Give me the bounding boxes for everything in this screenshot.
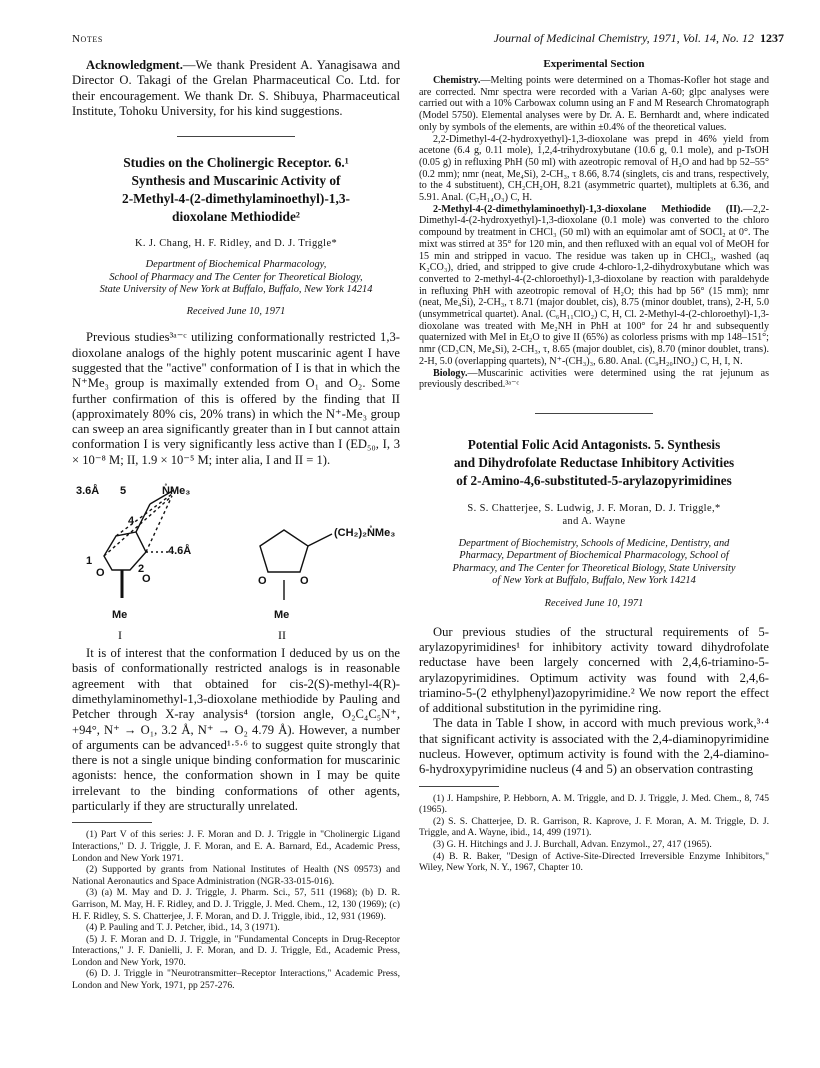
article1-authors: K. J. Chang, H. F. Ridley, and D. J. Triggle* [134,238,338,250]
footnote-divider [72,822,152,823]
footnote-5: (5) J. F. Moran and D. J. Triggle, in "Fundamental Concepts in Drug-Receptor Interactions," J. F. Danielli, J. F. Moran, and D. J. Triggle, Ed., Academic Press, London and New York, 1970. [72,933,400,968]
footnote-divider-2 [419,786,499,787]
article-divider-2 [535,413,653,414]
article2-affil-line-4: of New York at Buffalo, Buffalo, New York 14214 [492,575,696,587]
article1-title-line-4: dioxolane Methiodide² [172,209,300,225]
oxygen-label-1: O [96,567,105,580]
acknowledgment-paragraph [72,58,400,119]
journal-citation: Journal of Medicinal Chemistry, 1971, Vol. 14, No. 12 [493,31,754,45]
side-chain-II: (CH₂)₂N̊Me₃ [334,527,396,540]
chemistry-text: —Melting points were determined on a Thomas-Kofler hot stage and are corrected. Nmr spectra were recorded with a Varian A-60; glpc analyses were carried out with a 10% Carbowax column using an F and M Research Chromatograph (Model 5750). Elemental analyses were by Dr. A. E. Bernhardt and, where indicated only by symbols of the elements, are within ±0.4% of the theoretical values. [419,75,769,133]
article2-authors-line-2: and A. Wayne [562,515,626,527]
article2-received-date: Received June 10, 1971 [544,597,644,609]
methyl-label-I: Me [112,609,128,622]
page-number: 1237 [760,31,784,45]
atom-number-1: 1 [86,555,93,568]
article1-received-date: Received June 10, 1971 [186,306,286,318]
article2-affil-line-2: Pharmacy, Department of Biochemical Pharmacology, School of [459,550,729,562]
methiodide-heading: 2-Methyl-4-(2-dimethylaminoethyl)-1,3-dioxolane Methiodide (II). [433,203,743,215]
footnote-6: (6) D. J. Triggle in "Neurotransmitter–Receptor Interactions," Academic Press, London and New York, 1971, pp 257-276. [72,968,400,992]
biology-paragraph [419,368,769,391]
left-column [72,58,400,992]
oxygen-label-3: O [258,575,267,588]
footnote-a2-3: (3) G. H. Hitchings and J. J. Burchall, Advan. Enzymol., 27, 417 (1965). [433,838,712,850]
article2-title-line-3: of 2-Amino-4,6-substituted-5-arylazopyrimidines [456,472,732,488]
footnote-a2-1: (1) J. Hampshire, P. Hebborn, A. M. Triggle, and D. J. Triggle, J. Med. Chem., 8, 745 (1965). [419,792,769,816]
acknowledgment-text: —We thank President A. Yanagisawa and Director O. Takagi of the Grelan Pharmaceutical Co. Ltd. for their encouragement. We thank Dr. S. Shibuya, Pharmaceutical Institute, Tohoku University, for his kind suggestions. [72,58,400,118]
article2-title-line-2: and Dihydrofolate Reductase Inhibitory Activities [453,454,735,470]
article2-affil-line-3: Pharmacy, and The Center for Theoretical Biology, State University [452,562,736,574]
article1-title-line-2: Synthesis and Muscarinic Activity of [131,173,341,189]
footnote-a2-2: (2) S. S. Chatterjee, D. R. Garrison, R. Kaprove, J. F. Moran, A. M. Triggle, D. J. Triggle, and A. Wayne, ibid., 14, 499 (1971). [419,815,769,839]
atom-number-2: 2 [138,563,145,576]
distance-label-2: 4.6Å [168,545,192,558]
atom-number-5: 5 [120,485,127,498]
compound-label-I: I [118,628,122,643]
acknowledgment-heading: Acknowledgment. [86,58,183,72]
article2-title-line-1: Potential Folic Acid Antagonists. 5. Synthesis [467,436,721,452]
article1-affil-line-2: School of Pharmacy and The Center for Theoretical Biology, [109,271,363,283]
footnote-1: (1) Part V of this series: J. F. Moran and D. J. Triggle in "Cholinergic Ligand Interactions," D. J. Triggle, J. F. Moran, and E. A. Barnard, Ed., Academic Press, London and New York 1971. [72,829,400,864]
article2-authors [419,502,769,528]
article2-footnotes [419,793,769,874]
footnote-4: (4) P. Pauling and T. J. Petcher, ibid., 14, 3 (1971). [86,922,280,934]
distance-label-1: 3.6Å [76,485,100,498]
right-column [419,58,769,874]
article1-paragraph-2: It is of interest that the conformation I deduced by us on the basis of conformationally restricted analogs is in reasonable agreement with that obtained for cis-2(S)-methyl-4(R)-dimethylaminomethyl-1,3-dioxolane methiodide by Pauling and Petcher through X-ray analysis⁴ (torsion angle, O₂C₄C₅N⁺, +94°, N⁺ → O₁, 3.2 Å, N⁺ → O₂ 4.79 Å). However, a number of arguments can be advanced¹·⁵·⁶ to suggest quite strongly that there is not a single unique binding conformation for muscarinic agonists: hence, the conformation shown in I may be quite irrelevant to the binding conformations of other agents, particularly if they are structurally unrelated. [72,646,400,814]
footnote-a2-4: (4) B. R. Baker, "Design of Active-Site-Directed Irreversible Enzyme Inhibitors," Wiley, New York, N. Y., 1967, Chapter 10. [419,850,769,874]
article1-affiliation [72,259,400,296]
running-head-journal [494,31,784,46]
article2-affiliation [419,538,769,588]
chemistry-heading: Chemistry. [433,75,481,86]
article1-footnotes [72,829,400,991]
structure-drawing [72,478,400,646]
chemistry-paragraph [419,75,769,134]
footnote-2: (2) Supported by grants from National Institutes of Health (NS 09573) and National Aeronautics and Space Administration (NGR-33-015-016). [72,864,400,887]
oxygen-label-2: O [142,573,151,586]
article1-paragraph-1: Previous studies³ᵃ⁻ᶜ utilizing conformationally restricted 1,3-dioxolane analogs of the highly potent muscarinic agent I have suggested that the "active" conformation of I is that in which the N⁺Me₃ group is maximally extended from O₁ and O₂. Some further confirmation of this is offered by the finding that II (approximately 80% cis, 20% trans) in which the N⁺-Me₃ group can sweep an area significantly greater than in I but cannot attain conformation I is very significantly less active than I (ED₅₀, I, 3 × 10⁻⁸ M; II, 1.9 × 10⁻⁵ M; inter alia, I and II = 1). [72,330,400,467]
biology-heading: Biology. [433,367,468,379]
article2-paragraph-2: The data in Table I show, in accord with much previous work,³·⁴ that significant activity is associated with the 2,4-diaminopyrimidine nucleus. However, optimum activity is found with the 2,4-diamino-6-hydroxypyrimidine nucleus (4 and 5) an observation contrasting [419,716,769,777]
structure-figure [72,478,400,646]
footnote-3: (3) (a) M. May and D. J. Triggle, J. Pharm. Sci., 57, 511 (1968); (b) D. R. Garrison, M. May, H. F. Ridley, and D. J. Triggle, J. Med. Chem., 12, 130 (1969); (c) H. F. Ridley, S. S. Chatterjee, J. F. Moran, and D. J. Triggle, ibid., 12, 931 (1969). [72,887,400,922]
experimental-heading: Experimental Section [543,58,645,70]
methiodide-text: —2,2-Dimethyl-4-(2-hydroxyethyl)-1,3-dioxolane (0.1 mole) was converted to the chloro compound by treatment in CHCl₃ (50 ml) with an equimolar amt of SOCl₂ at 0°. The mixt was stirred at 35° for 120 min, and then refluxed with an equal vol of MeOH for 15 min and stripped in vacuo. The residue was taken up in CHCl₃, washed (aq K₂CO₃), dried, and stripped to give crude 4-chloro-1,2-dihydroxybutane which was converted to 2-methyl-4-(2-chloroethyl)-1,3-dioxolane by reaction with paraldehyde in refluxing PhH with azeotropic removal of H₂O; this had bp 56° (15 mm); nmr (neat, Me₄Si), 2-CH₃, τ 8.71 (major doublet, cis), 8.75 (minor doublet, trans), 2-H, 5.0 (unsymmetrical quartet). Anal. (C₆H₁₁ClO₂) C, H, Cl. 2-Methyl-4-(2-chloroethyl)-1,3-dioxolane was treated with Me₂NH in PhH at 100° for 24 hr and subsequently quaternized with MeI in Et₂O to give II (65%) as colorless prisms with mp 148–151°; nmr (CD₃CN, Me₄Si), 2-CH₃, τ, 8.65 (major doublet, cis), 8.70 (minor doublet, trans). 2-H, 5.0 (overlapping quartets), N⁺-(CH₃)₃, 6.80. Anal. (C₉H₂₀INO₂) C, H, I, N. [419,203,769,367]
compound-label-II: II [278,628,286,643]
dioxolane-paragraph: 2,2-Dimethyl-4-(2-hydroxyethyl)-1,3-dioxolane was prepd in 46% yield from acetone (6.4 g, 0.11 mole), 1,2,4-trihydroxybutane (10.6 g, 0.1 mole), and p-TsOH (0.05 g) in refluxing PhH (50 ml) with azeotropic removal of H₂O and had bp 52–55° (0.2 mm); nmr (neat, Me₄Si), 2-CH₃, τ 8.66, 8.74 (singlets, cis and trans, respectively, to the 4 substituent), CH₂CH₂OH, 8.21 (asymmetric quartet), multiplets at 6.36, and 5.91. Anal. (C₇H₁₄O₃) C, H. [419,133,769,204]
article1-affil-line-1: Department of Biochemical Pharmacology, [145,259,327,271]
running-head-section: Notes [72,33,103,45]
article1-title-line-1: Studies on the Cholinergic Receptor. 6.¹ [123,155,349,171]
methiodide-paragraph [419,204,769,368]
article2-paragraph-1: Our previous studies of the structural requirements of 5-arylazopyrimidines¹ for inhibitory activity toward dihydrofolate reductase have been largely concerned with 2,4,6-triamino-5-arylazopyrimidines. Optimum activity was found with 2,4,6-triamino-5-(2 ethylphenyl)azopyrimidine.² We now report the effect of additional substitution in the pyrimidine ring. [419,624,769,716]
article2-affil-line-1: Department of Biochemistry, Schools of Medicine, Dentistry, and [458,537,730,549]
oxygen-label-4: O [300,575,309,588]
article1-title-line-3: 2-Methyl-4-(2-dimethylaminoethyl)-1,3- [122,191,350,207]
methyl-label-II: Me [274,609,290,622]
biology-text: —Muscarinic activities were determined using the rat jejunum as previously described.³ᵃ⁻ᶜ [419,367,769,391]
atom-number-4: 4 [128,515,135,528]
article2-authors-line-1: S. S. Chatterjee, S. Ludwig, J. F. Moran, D. J. Triggle,* [467,502,721,514]
article1-affil-line-3: State University of New York at Buffalo, Buffalo, New York 14214 [99,284,373,295]
nme3-group-I: N̊Me₃ [162,485,191,498]
article-divider [177,136,295,137]
